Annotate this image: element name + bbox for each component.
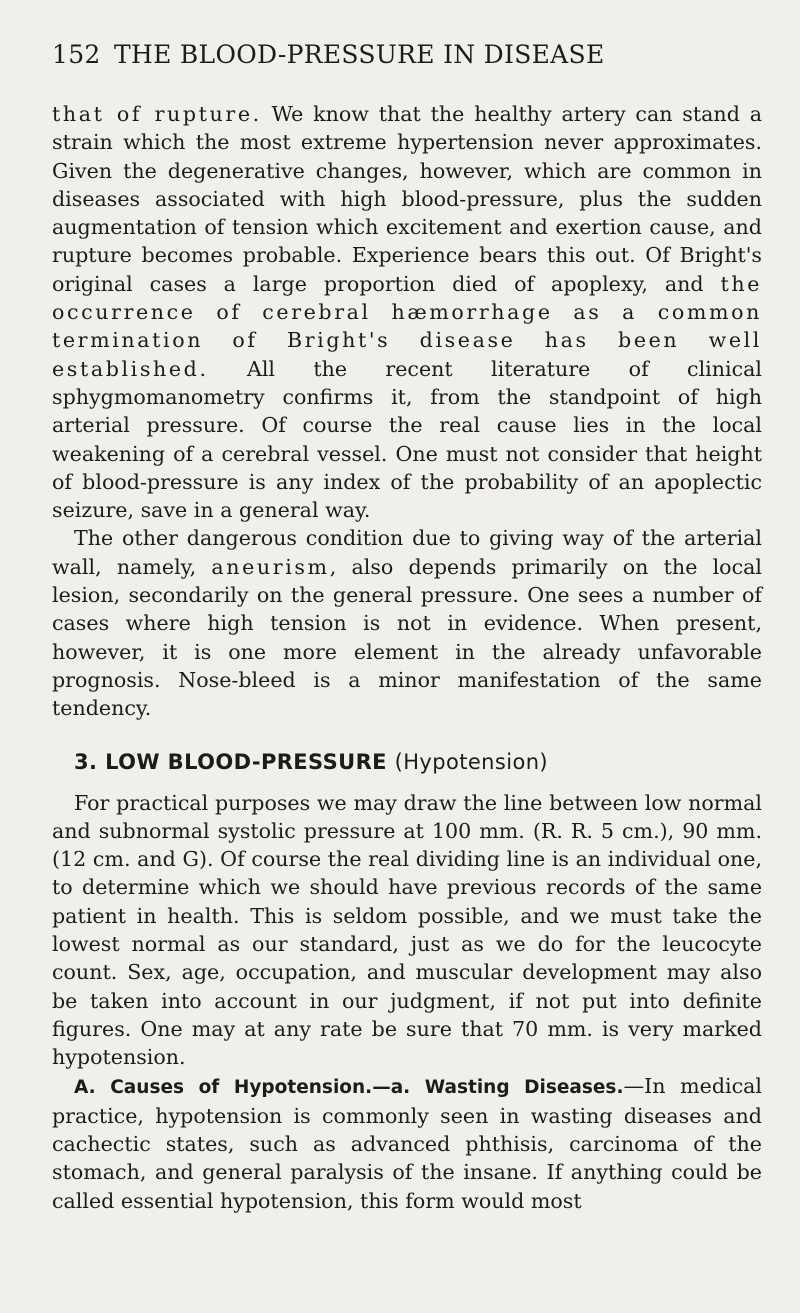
spaced-opening: that of rupture. [52,102,262,126]
paragraph-text: The other dangerous condition due to giving way of the arterial wall, namely, [52,526,762,579]
spaced-emphasis: aneurism [211,554,330,579]
paragraph-definition [52,789,762,1072]
paragraph-text: For practical purposes we may draw the line between low normal and subnormal systolic pressure at 100 mm. (R. R. 5 cm.), 90 mm. (12 cm. and G). Of course the real dividing line is an individual one, to determine which we should have previous records of the same patient in health. This is seldom possible, and we must take the lowest normal as our standard, just as we do for the leucocyte count. Sex, age, occupation, and muscular development may also be taken into account in our judgment, if not put into definite figures. One may at any rate be sure that 70 mm. is very marked hypotension. [52,790,762,1070]
paragraph-causes [52,1072,762,1215]
paragraph-aneurism [52,524,762,722]
paragraph-text: , also depends primarily on the local lesion, secondarily on the general pressure. One sees a number of cases where high tension is not in evidence. When present, however, it is one more element in the already unfavorable prognosis. Nose-bleed is a minor manifestation of the same tendency. [52,554,762,721]
running-head [52,40,762,76]
section-heading-paren: (Hypotension) [394,749,549,774]
paragraph-text: We know that the healthy artery can stand a strain which the most extreme hypertension never approximates. Given the degenerative changes, however, which are common in diseases associated with high blood-pressure, plus the sudden augmentation of tension which excitement and exertion cause, and rupture becomes probable. Experience bears this out. Of Bright's original cases a large proportion died of apoplexy, and [52,102,762,296]
paragraph-text: —In medical practice, hypotension is commonly seen in wasting diseases and cachectic states, such as advanced phthisis, carcinoma of the stomach, and general paralysis of the insane. If anything could be called essential hypotension, this form would most [52,1073,762,1213]
running-title: THE BLOOD-PRESSURE IN DISEASE [114,40,605,69]
page-number: 152 [52,40,101,69]
section-heading [74,749,762,775]
paragraph-rupture [52,100,762,524]
section-heading-main: 3. LOW BLOOD-PRESSURE [74,749,387,774]
subsection-heading: A. Causes of Hypotension.—a. Wasting Diseases. [74,1076,624,1098]
paragraph-text: All the recent literature of clinical sphygmomanometry confirms it, from the standpoint of high arterial pressure. Of course the real cause lies in the local weakening of a cerebral vessel. One must not consider that height of blood-pressure is any index of the probability of an apoplectic seizure, save in a general way. [52,356,762,523]
spaced-emphasis: the occurrence of cerebral hæmorrhage as a common termination of Bright's disease has been well established. [52,271,762,381]
